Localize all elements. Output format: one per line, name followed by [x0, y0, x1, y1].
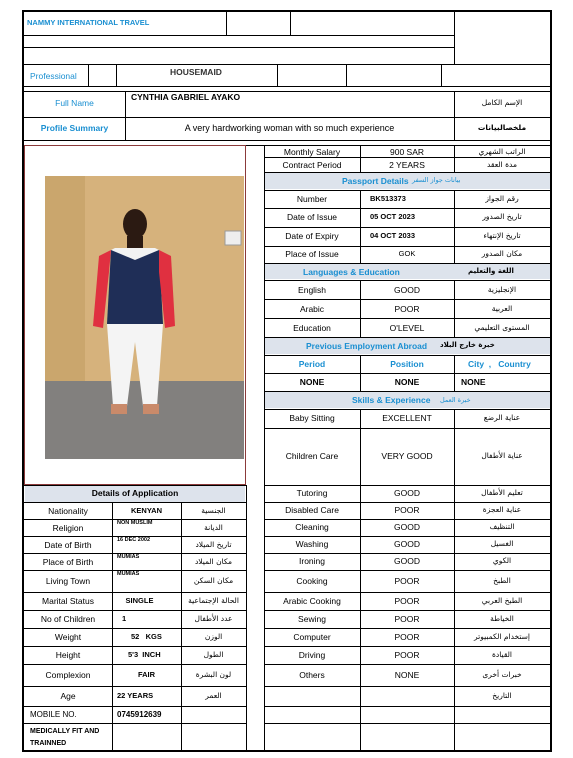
skill-value: VERY GOOD: [381, 451, 433, 461]
skill-label: Cooking: [296, 576, 328, 586]
application-value: KENYAN: [131, 506, 162, 515]
mobile-label: MOBILE NO.: [30, 710, 77, 719]
skill-label: Computer: [293, 632, 331, 642]
profile-label: Profile Summary: [40, 123, 109, 133]
skill-label: Disabled Care: [285, 505, 339, 515]
issue-date-value: 05 OCT 2023: [370, 212, 416, 221]
contract-period-value: 2 YEARS: [389, 160, 425, 170]
application-title: Details of Application: [91, 488, 179, 498]
employment-header-period: Period: [298, 359, 326, 369]
professional-label: Professional: [30, 71, 77, 81]
passport-number-ar: رقم الجواز: [485, 194, 519, 203]
application-ar: مكان السكن: [193, 576, 234, 585]
skill-ar: عناية العجزة: [482, 505, 522, 514]
application-ar: الديانة: [204, 523, 223, 532]
application-value: MUMIAS: [117, 554, 140, 560]
application-ar: الحالة الإجتماعية: [188, 596, 239, 605]
skill-ar: الخياطة: [490, 614, 514, 623]
skill-label: Ironing: [299, 556, 325, 566]
passport-title: Passport Details: [342, 176, 409, 186]
english-label: English: [298, 285, 326, 295]
application-label: No of Children: [40, 614, 96, 624]
application-label: Place of Birth: [42, 557, 94, 567]
application-ar: تاريخ الميلاد: [195, 540, 232, 549]
skill-label: Driving: [298, 650, 326, 660]
application-label: Marital Status: [42, 596, 94, 606]
application-value: FAIR: [137, 670, 156, 679]
skill-ar: خبرات أخرى: [482, 670, 522, 679]
skill-value: POOR: [394, 576, 420, 586]
skill-value: GOOD: [394, 539, 420, 549]
application-ar: لون البشرة: [195, 670, 232, 679]
skill-ar: تعليم الأطفال: [481, 488, 523, 497]
english-value: GOOD: [394, 285, 420, 295]
skills-title: Skills & Experience: [352, 395, 431, 405]
education-ar: المستوى التعليمي: [474, 323, 530, 332]
skill-value: NONE: [394, 670, 420, 680]
application-value: 16 DEC 2002: [117, 537, 151, 543]
application-ar: عدد الأطفال: [194, 614, 233, 623]
issue-date-label: Date of Issue: [286, 212, 338, 222]
skill-label: Washing: [295, 539, 329, 549]
arabic-ar: العربية: [491, 304, 513, 313]
application-value: 22 YEARS: [117, 691, 154, 700]
skill-ar: إستخدام الكمبيوتر: [474, 632, 530, 641]
education-value: O'LEVEL: [389, 323, 425, 333]
employment-header-location: City , Country: [468, 359, 531, 369]
arabic-value: POOR: [394, 304, 420, 314]
employment-period: NONE: [299, 377, 325, 387]
skill-label: Baby Sitting: [289, 413, 335, 423]
application-value: 52 KGS: [131, 632, 162, 641]
skill-label: Cleaning: [295, 522, 329, 532]
application-label: Date of Birth: [44, 540, 92, 550]
medical-note: MEDICALLY FIT AND TRAINNED: [30, 728, 100, 747]
skill-value: POOR: [394, 505, 420, 515]
profile-text: A very hardworking woman with so much experience: [184, 123, 395, 133]
employment-title: Previous Employment Abroad: [306, 341, 428, 351]
application-value: 1: [122, 614, 127, 623]
employment-position: NONE: [394, 377, 420, 387]
application-label: Height: [55, 650, 81, 660]
english-ar: الإنجليزية: [487, 285, 517, 294]
skill-ar: عناية الرضع: [483, 413, 521, 422]
skill-ar: الطبخ: [493, 576, 511, 585]
contract-period-ar: مدة العقد: [487, 160, 517, 169]
application-ar: الوزن: [204, 632, 223, 641]
application-value: MUMIAS: [117, 571, 140, 577]
skill-value: POOR: [394, 632, 420, 642]
skill-value: EXCELLENT: [382, 413, 432, 423]
application-label: Age: [60, 691, 76, 701]
position-value: HOUSEMAID: [170, 67, 222, 77]
full-name-label: Full Name: [55, 98, 94, 108]
full-name-value: CYNTHIA GABRIEL AYAKO: [131, 92, 241, 102]
application-label: Weight: [54, 632, 82, 642]
expiry-date-value: 04 OCT 2033: [370, 231, 416, 240]
expiry-date-ar: تاريخ الإنتهاء: [483, 231, 521, 240]
application-label: Nationality: [48, 506, 88, 516]
skill-value: POOR: [394, 596, 420, 606]
skill-value: POOR: [394, 614, 420, 624]
mobile-value: 0745912639: [117, 710, 162, 719]
languages-title: Languages & Education: [303, 267, 400, 277]
salary-value: 900 SAR: [389, 147, 425, 157]
skill-value: GOOD: [394, 488, 420, 498]
issue-date-ar: تاريخ الصدور: [482, 212, 522, 221]
application-ar: الجنسية: [201, 506, 226, 515]
issue-place-ar: مكان الصدور: [481, 249, 523, 258]
expiry-date-label: Date of Expiry: [285, 231, 339, 241]
full-name-ar: الإسم الكامل: [481, 98, 523, 107]
skill-ar: الكوي: [492, 556, 512, 565]
skill-value: POOR: [394, 650, 420, 660]
agency-name: NAMMY INTERNATIONAL TRAVEL: [27, 18, 150, 27]
skill-ar: الغسيل: [490, 539, 514, 548]
application-label: Religion: [52, 523, 84, 533]
skill-ar: القيادة: [492, 650, 512, 659]
passport-number-value: BK513373: [370, 194, 406, 203]
employment-header-position: Position: [390, 359, 424, 369]
skill-ar: التنظيف: [489, 522, 515, 531]
application-ar: مكان الميلاد: [194, 557, 233, 566]
languages-title-ar: اللغة والتعليم: [468, 267, 514, 275]
application-ar: الطول: [203, 650, 224, 659]
salary-ar: الراتب الشهري: [478, 147, 526, 156]
skill-value: GOOD: [394, 522, 420, 532]
skill-label: Others: [299, 670, 325, 680]
salary-label: Monthly Salary: [283, 147, 341, 157]
date-ar: التاريخ: [492, 691, 512, 700]
employment-location: NONE: [461, 377, 486, 387]
employment-title-ar: خبرة خارج البلاد: [440, 341, 495, 349]
education-label: Education: [293, 323, 331, 333]
skill-label: Children Care: [285, 451, 339, 461]
contract-period-label: Contract Period: [282, 160, 342, 170]
profile-ar: ملخصالبيانات: [477, 123, 527, 132]
skill-ar: الطبخ العربي: [481, 596, 523, 605]
application-label: Living Town: [45, 576, 91, 586]
issue-place-value: GOK: [398, 249, 416, 258]
skill-label: Arabic Cooking: [283, 596, 341, 606]
passport-title-ar: بيانات جواز السفر: [412, 176, 461, 184]
skill-ar: عناية الأطفال: [481, 451, 523, 460]
application-label: Complexion: [45, 670, 91, 680]
candidate-photo: [45, 176, 244, 459]
passport-number-label: Number: [296, 194, 328, 204]
application-ar: العمر: [205, 691, 222, 700]
skill-value: GOOD: [394, 556, 420, 566]
application-value: SINGLE: [125, 596, 154, 605]
issue-place-label: Place of Issue: [285, 249, 339, 259]
skill-label: Sewing: [298, 614, 326, 624]
application-value: NON MUSLIM: [117, 520, 153, 526]
arabic-label: Arabic: [299, 304, 325, 314]
application-value: 5'3 INCH: [128, 650, 161, 659]
skill-label: Tutoring: [296, 488, 328, 498]
skills-title-ar: خبرة العمل: [440, 396, 471, 404]
